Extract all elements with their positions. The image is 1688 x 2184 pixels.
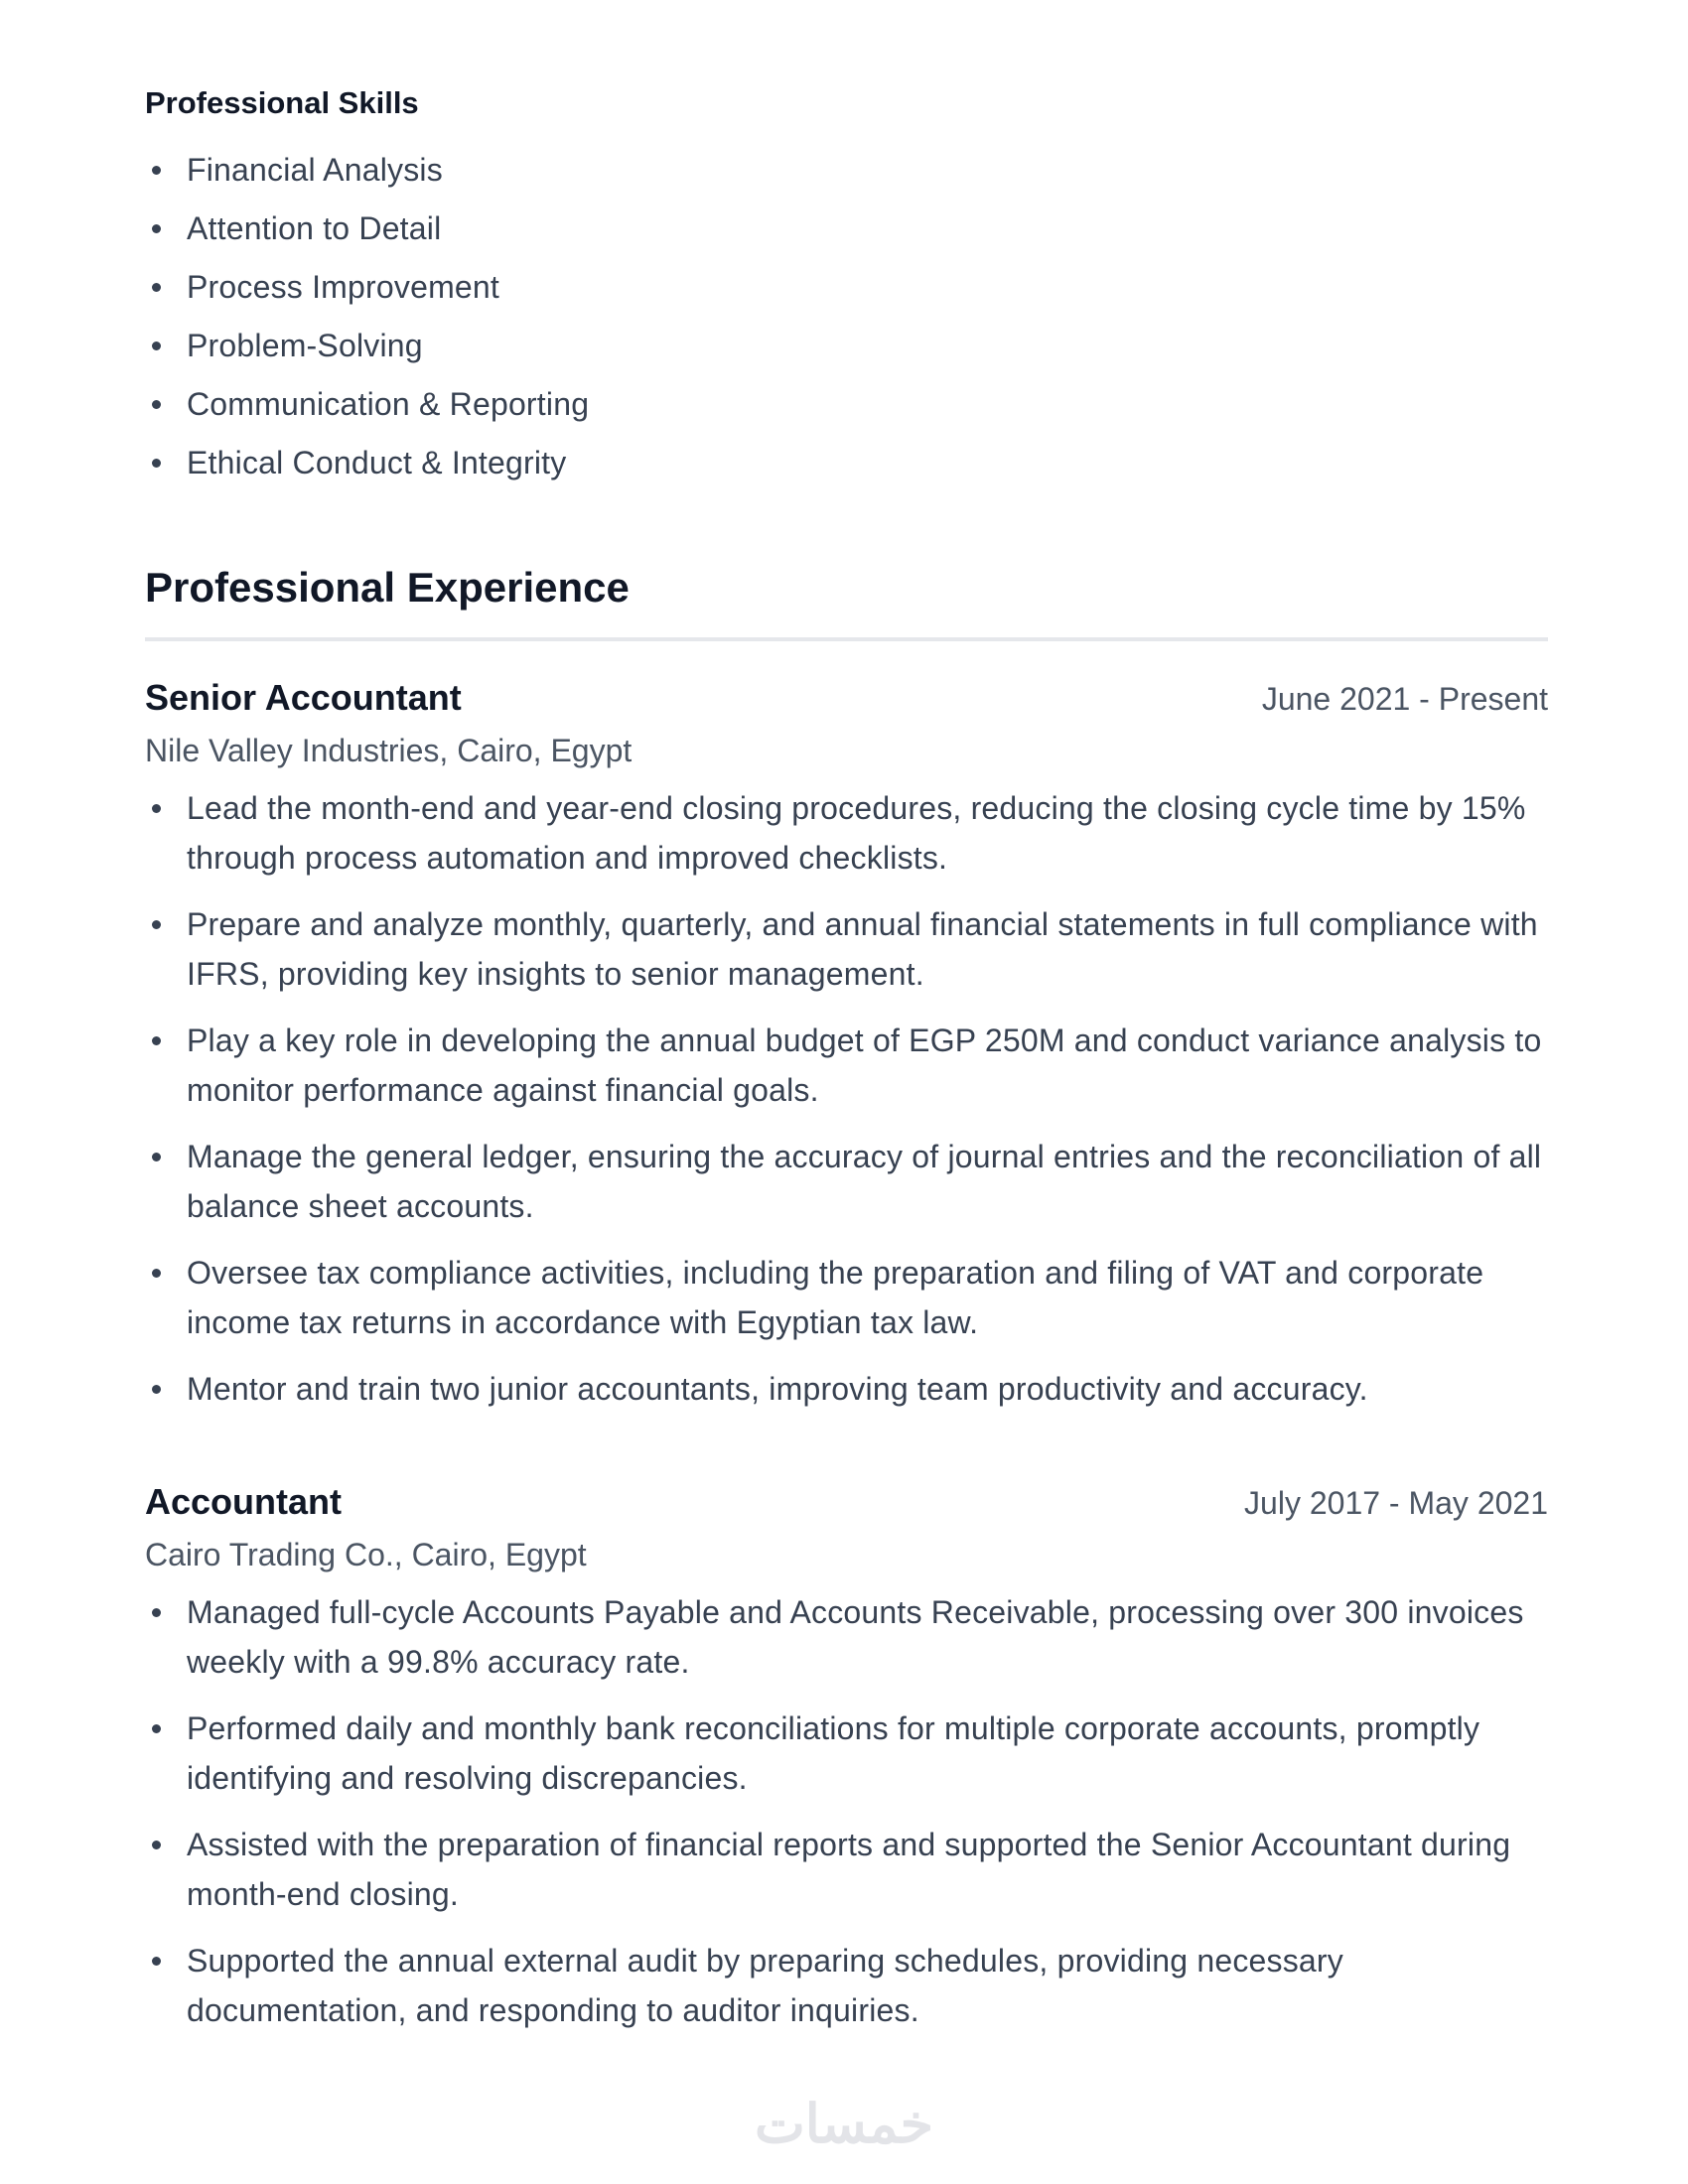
bullet-icon bbox=[152, 1957, 161, 1966]
skill-item: Financial Analysis bbox=[145, 145, 1548, 195]
job-dates: July 2017 - May 2021 bbox=[1244, 1485, 1548, 1521]
bullet-icon bbox=[152, 341, 161, 350]
bullet-icon bbox=[152, 459, 161, 468]
watermark-logo: خمسات bbox=[754, 2095, 934, 2154]
job-bullet: Supported the annual external audit by preparing schedules, providing necessary documentation, and responding to auditor inquiries. bbox=[145, 1936, 1548, 2035]
job-bullet: Mentor and train two junior accountants, improving team productivity and accuracy. bbox=[145, 1364, 1548, 1414]
bullet-icon bbox=[152, 1724, 161, 1733]
job-bullets bbox=[145, 1587, 1548, 2035]
bullet-icon bbox=[152, 920, 161, 929]
job-bullet: Assisted with the preparation of financial reports and supported the Senior Accountant during month-end closing. bbox=[145, 1820, 1548, 1919]
job-bullet: Lead the month-end and year-end closing procedures, reducing the closing cycle time by 15% through process automation and improved checklists. bbox=[145, 783, 1548, 883]
bullet-icon bbox=[152, 166, 161, 175]
experience-heading: Professional Experience bbox=[145, 564, 630, 611]
job-title: Accountant bbox=[145, 1481, 342, 1522]
bullet-icon bbox=[152, 1608, 161, 1617]
skill-item: Process Improvement bbox=[145, 262, 1548, 312]
skill-item: Attention to Detail bbox=[145, 204, 1548, 253]
bullet-icon bbox=[152, 283, 161, 292]
skills-list bbox=[145, 145, 1548, 496]
bullet-icon bbox=[152, 804, 161, 813]
bullet-icon bbox=[152, 400, 161, 409]
bullet-icon bbox=[152, 224, 161, 233]
job-bullet: Play a key role in developing the annual budget of EGP 250M and conduct variance analysis to monitor performance against financial goals. bbox=[145, 1016, 1548, 1115]
skill-item: Communication & Reporting bbox=[145, 379, 1548, 429]
job-dates: June 2021 - Present bbox=[1261, 681, 1548, 717]
bullet-icon bbox=[152, 1385, 161, 1394]
job-bullets bbox=[145, 783, 1548, 1414]
job-bullet: Oversee tax compliance activities, including the preparation and filing of VAT and corporate income tax returns in accordance with Egyptian tax law. bbox=[145, 1248, 1548, 1347]
job-company: Nile Valley Industries, Cairo, Egypt bbox=[145, 733, 633, 768]
section-divider bbox=[145, 637, 1548, 641]
job-bullet: Managed full-cycle Accounts Payable and Accounts Receivable, processing over 300 invoices weekly with a 99.8% accuracy rate. bbox=[145, 1587, 1548, 1687]
skill-item: Problem-Solving bbox=[145, 321, 1548, 370]
job-title: Senior Accountant bbox=[145, 677, 462, 718]
job-bullet: Performed daily and monthly bank reconciliations for multiple corporate accounts, promptly identifying and resolving discrepancies. bbox=[145, 1704, 1548, 1803]
bullet-icon bbox=[152, 1036, 161, 1045]
job-bullet: Manage the general ledger, ensuring the accuracy of journal entries and the reconciliation of all balance sheet accounts. bbox=[145, 1132, 1548, 1231]
skills-heading: Professional Skills bbox=[145, 85, 419, 120]
bullet-icon bbox=[152, 1269, 161, 1278]
bullet-icon bbox=[152, 1153, 161, 1161]
bullet-icon bbox=[152, 1841, 161, 1849]
skill-item: Ethical Conduct & Integrity bbox=[145, 438, 1548, 487]
job-bullet: Prepare and analyze monthly, quarterly, and annual financial statements in full compliance with IFRS, providing key insights to senior management. bbox=[145, 899, 1548, 999]
job-entry bbox=[145, 677, 1548, 1431]
job-company: Cairo Trading Co., Cairo, Egypt bbox=[145, 1537, 587, 1572]
job-entry bbox=[145, 1481, 1548, 2052]
